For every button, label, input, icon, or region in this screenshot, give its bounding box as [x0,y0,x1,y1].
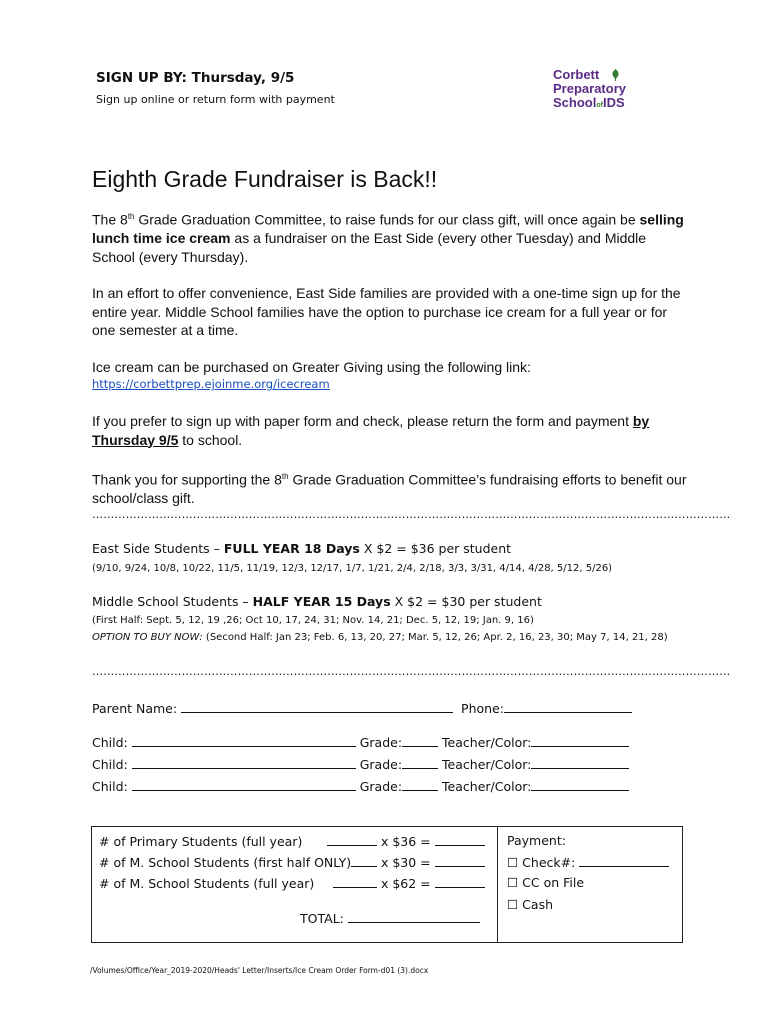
teacher-label: Teacher/Color: [442,735,532,750]
ms-second-half-dates [92,632,668,643]
signup-instructions: Sign up online or return form with payment [96,93,335,106]
grade-label: Grade: [359,735,403,750]
amount-field[interactable] [435,833,485,846]
order-row-ms-half [99,854,485,870]
middle-school-option [92,594,542,609]
signup-deadline-title: SIGN UP BY: Thursday, 9/5 [96,70,295,86]
parent-name-label: Parent Name: [92,701,178,716]
amount-field[interactable] [435,854,485,867]
ms-first-half-dates: (First Half: Sept. 5, 12, 19 ,26; Oct 10, 17, 24, 31; Nov. 14, 21; Dec. 5, 12, 19; Jan. 9, 16) [92,615,534,626]
child-name-field[interactable] [132,734,356,747]
paper-form-paragraph [92,412,692,449]
teacher-label: Teacher/Color: [442,779,532,794]
box-divider [497,827,498,942]
payment-cash-option[interactable]: ☐ Cash [507,897,554,912]
child-name-field[interactable] [132,778,356,791]
convenience-paragraph: In an effort to offer convenience, East Side families are provided with a one-time sign up for the entire year. Middle School families have the option to purchase ice cream for a full year or for one semester at a time. [92,285,681,338]
grade-field[interactable] [402,778,438,791]
east-text-a: East Side Students – [92,541,224,556]
order-label: # of M. School Students (full year) [99,876,315,891]
order-row-primary [99,833,485,849]
order-multiplier: x $30 = [380,855,431,870]
phone-field[interactable] [504,700,632,713]
greater-giving-link[interactable]: https://corbettprep.ejoinme.org/icecream [92,377,330,391]
payment-label: Payment: [507,833,566,848]
quantity-field[interactable] [333,875,377,888]
east-text-b: X $2 = $36 per student [359,541,512,556]
teacher-label: Teacher/Color: [442,757,532,772]
logo-line-2: Preparatory [553,81,626,96]
p5-text-a: Thank you for supporting the 8 [92,471,282,488]
ms-text-b: X $2 = $30 per student [390,594,542,609]
logo-line-1: Corbett [553,67,600,82]
file-path-footer: /Volumes/Office/Year_2019-2020/Heads' Letter/Inserts/Ice Cream Order Form-d01 (3).docx [90,966,429,975]
parent-name-field[interactable] [181,700,453,713]
payment-check-row [507,854,669,870]
logo-ids: IDS [602,95,625,110]
quantity-field[interactable] [351,854,377,867]
p4-text-a: If you prefer to sign up with paper form and check, please return the form and payment [92,413,633,429]
child-row-2 [92,756,629,772]
east-bold: FULL YEAR 18 Days [223,541,360,556]
quantity-field[interactable] [327,833,377,846]
total-field[interactable] [348,910,480,923]
child-row-3 [92,778,629,794]
logo-school: School [553,95,597,110]
child-label: Child: [92,735,128,750]
teacher-field[interactable] [531,778,629,791]
check-checkbox[interactable]: ☐ Check#: [507,855,576,870]
east-side-option [92,541,511,556]
dotted-divider: ……………………………………………………………………………………………………………………………………………………… [92,508,731,521]
grade-label: Grade: [359,757,403,772]
thanks-paragraph [92,468,692,508]
check-number-field[interactable] [579,854,669,867]
total-label: TOTAL: [300,911,344,926]
order-summary-box [91,826,683,943]
order-total-row [300,910,480,926]
child-label: Child: [92,779,128,794]
purchase-info: Ice cream can be purchased on Greater Giving using the following link: [92,359,531,375]
p4-text-b: to school. [178,431,243,448]
grade-field[interactable] [402,734,438,747]
order-multiplier: x $62 = [380,876,431,891]
east-side-dates: (9/10, 9/24, 10/8, 10/22, 11/5, 11/19, 12/3, 12/17, 1/7, 1/21, 2/4, 2/18, 3/3, 3/31, 4/14, 4/28, 5/12, 5/26) [92,563,613,574]
grade-label: Grade: [359,779,403,794]
school-logo [553,68,633,113]
order-label: # of Primary Students (full year) [99,834,303,849]
grade-field[interactable] [402,756,438,769]
ms-second-text: (Second Half: Jan 23; Feb. 6, 13, 20, 27; Mar. 5, 12, 26; Apr. 2, 16, 23, 30; May 7, 14, 21, 28) [202,632,668,643]
logo-line-3 [553,96,633,113]
phone-label: Phone: [461,701,504,716]
logo-of: of [596,102,603,109]
p1-text-b: Grade Graduation Committee, to raise funds for our class gift, will once again be [134,211,640,228]
tree-leaf-icon [610,69,621,81]
payment-cc-option[interactable]: ☐ CC on File [507,875,585,890]
dotted-divider-2: ……………………………………………………………………………………………………………………………………………………… [92,665,731,678]
ms-text-a: Middle School Students – [92,594,253,609]
parent-row [92,700,632,716]
teacher-field[interactable] [531,734,629,747]
teacher-field[interactable] [531,756,629,769]
order-multiplier: x $36 = [380,834,431,849]
ms-option-label: OPTION TO BUY NOW: [92,632,203,643]
ms-bold: HALF YEAR 15 Days [252,594,391,609]
child-name-field[interactable] [132,756,356,769]
page-title: Eighth Grade Fundraiser is Back!! [92,166,438,192]
child-label: Child: [92,757,128,772]
p1-superscript: th [127,212,135,221]
p1-text-a: The 8 [92,211,128,228]
p1-text-c: as a fundraiser on the East Side (every other Tuesday) and Middle School (every Thursday). [92,230,647,265]
order-label: # of M. School Students (first half ONLY) [99,855,352,870]
intro-paragraph [92,208,692,266]
p1-bold: selling lunch time ice cream [92,211,684,247]
child-row-1 [92,734,629,750]
amount-field[interactable] [435,875,485,888]
p5-text-b: Grade Graduation Committee’s fundraising efforts to benefit our school/class gift. [92,471,687,507]
order-row-ms-full [99,875,485,891]
p4-bold-deadline: by Thursday 9/5 [92,413,650,448]
p5-superscript: th [281,472,289,481]
